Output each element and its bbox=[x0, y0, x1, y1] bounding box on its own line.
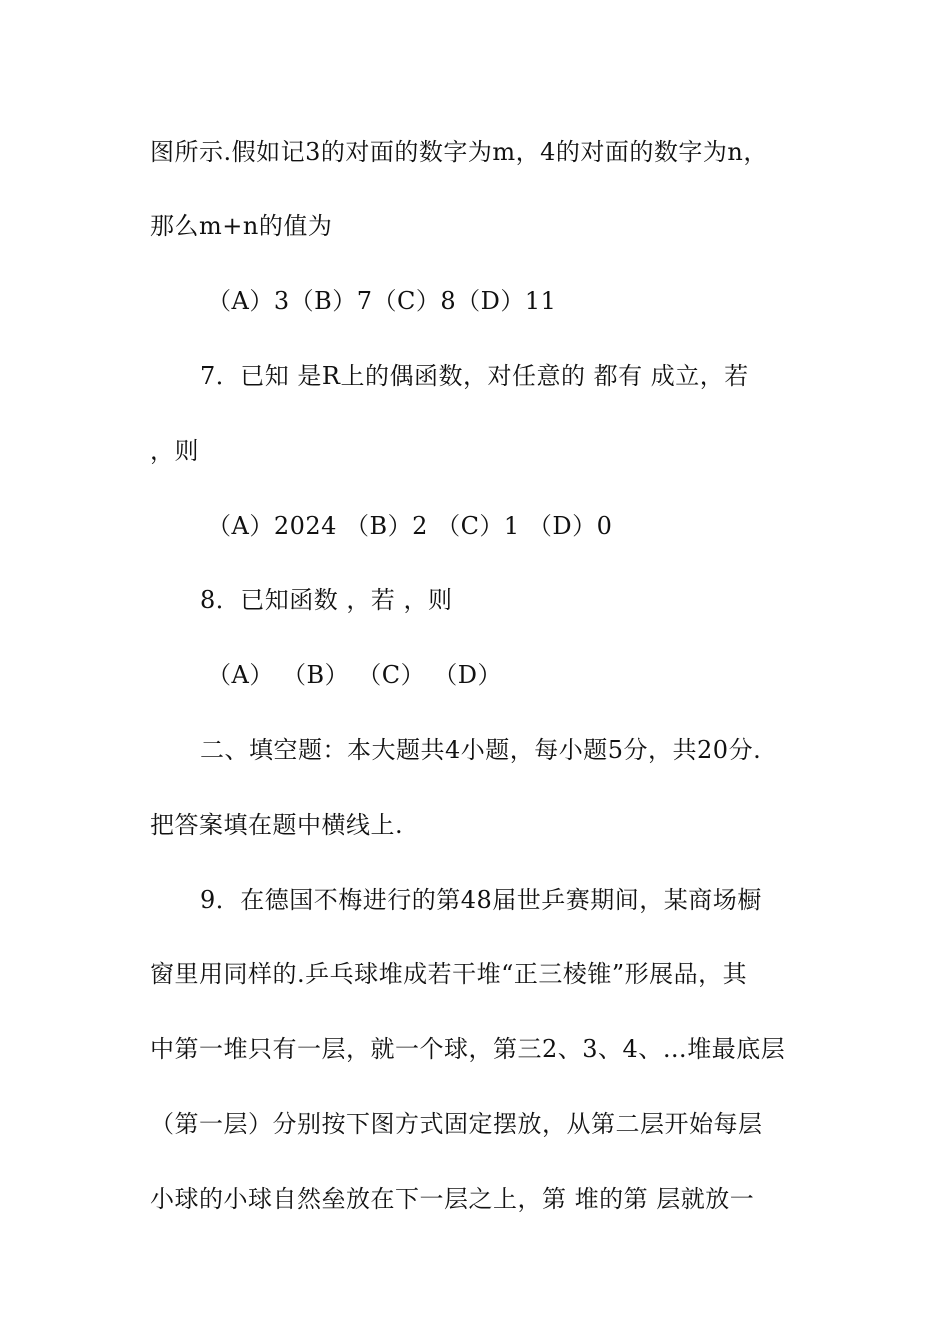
answer-options-q7: （A）2024 （B）2 （C）1 （D）0 bbox=[207, 512, 613, 540]
question-9: 9．在德国不梅进行的第48届世乒赛期间，某商场橱 bbox=[200, 886, 762, 914]
text-line: 图所示.假如记3的对面的数字为m，4的对面的数字为n， bbox=[150, 138, 768, 166]
text-line: 窗里用同样的.乒乓球堆成若干堆“正三棱锥”形展品，其 bbox=[150, 960, 748, 988]
text-line: 把答案填在题中横线上. bbox=[150, 811, 404, 839]
answer-options-q6: （A）3（B）7（C）8（D）11 bbox=[207, 287, 557, 315]
question-8: 8．已知函数 ，若 ，则 bbox=[200, 586, 453, 614]
text-line: 那么m+n的值为 bbox=[150, 212, 333, 240]
text-line: （第一层）分别按下图方式固定摆放，从第二层开始每层 bbox=[150, 1110, 763, 1138]
text-line: ，则 bbox=[150, 437, 199, 465]
question-7: 7．已知 是R上的偶函数，对任意的 都有 成立，若 bbox=[200, 362, 749, 390]
text-line: 中第一堆只有一层，就一个球，第三2、3、4、…堆最底层 bbox=[150, 1035, 786, 1063]
answer-options-q8: （A） （B） （C） （D） bbox=[207, 661, 502, 689]
text-line: 小球的小球自然垒放在下一层之上，第 堆的第 层就放一 bbox=[150, 1185, 755, 1213]
section-heading: 二、填空题：本大题共4小题，每小题5分，共20分. bbox=[200, 736, 762, 764]
